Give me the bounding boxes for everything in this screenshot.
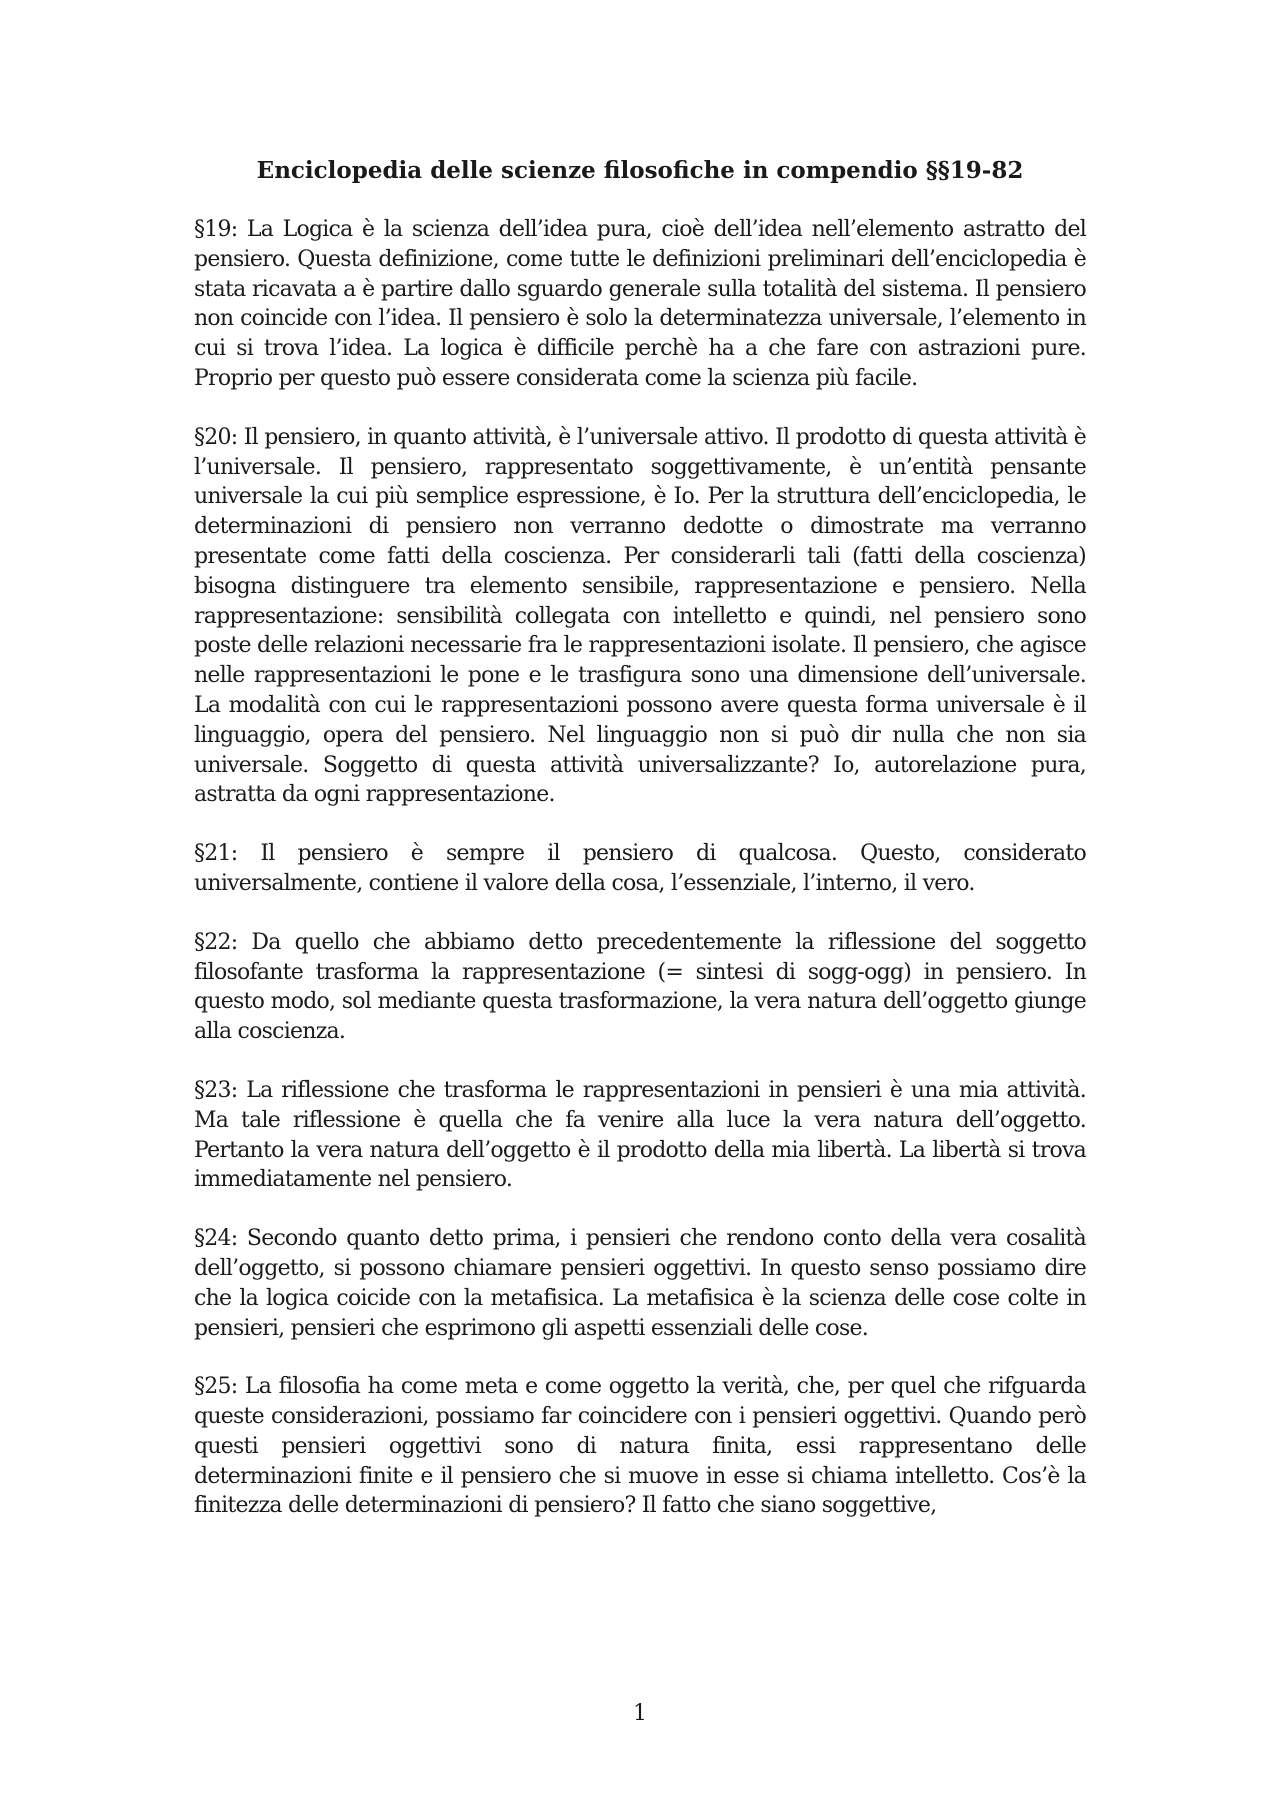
document-title: Enciclopedia delle scienze filosofiche in compendio §§19-82 [256, 157, 1024, 184]
paragraph-23: §23: La riflessione che trasforma le rappresentazioni in pensieri è una mia attività. Ma tale riflessione è quella che fa venire alla luce la vera natura dell’oggetto. Pertanto la vera natura dell’oggetto è il prodotto della mia libertà. La libertà si trova immediatamente nel pensiero. [194, 1077, 1086, 1193]
paragraph-21: §21: Il pensiero è sempre il pensiero di qualcosa. Questo, considerato universalmente, contiene il valore della cosa, l’essenziale, l’interno, il vero. [194, 841, 1086, 896]
paragraph-22: §22: Da quello che abbiamo detto precedentemente la riflessione del soggetto filosofante trasforma la rappresentazione (= sintesi di sogg-ogg) in pensiero. In questo modo, sol mediante questa trasformazione, la vera natura dell’oggetto giunge alla coscienza. [194, 929, 1086, 1045]
paragraph-20: §20: Il pensiero, in quanto attività, è l’universale attivo. Il prodotto di questa attività è l’universale. Il pensiero, rappresentato soggettivamente, è un’entità pensante universale la cui più semplice espressione, è Io. Per la struttura dell’enciclopedia, le determinazioni di pensiero non verranno dedotte o dimostrate ma verranno presentate come fatti della coscienza. Per considerarli tali (fatti della coscienza) bisogna distinguere tra elemento sensibile, rappresentazione e pensiero. Nella rappresentazione: sensibilità collegata con intelletto e quindi, nel pensiero sono poste delle relazioni necessarie fra le rappresentazioni isolate. Il pensiero, che agisce nelle rappresentazioni le pone e le trasfigura sono una dimensione dell’universale. La modalità con cui le rappresentazioni possono avere questa forma universale è il linguaggio, opera del pensiero. Nel linguaggio non si può dir nulla che non sia universale. Soggetto di questa attività universalizzante? Io, autorelazione pura, astratta da ogni rappresentazione. [194, 424, 1086, 808]
page-number: 1 [633, 1701, 647, 1726]
paragraph-25: §25: La filosofia ha come meta e come oggetto la verità, che, per quel che rifguarda queste considerazioni, possiamo far coincidere con i pensieri oggettivi. Quando però questi pensieri oggettivi sono di natura finita, essi rappresentano delle determinazioni finite e il pensiero che si muove in esse si chiama intelletto. Cos’è la finitezza delle determinazioni di pensiero? Il fatto che siano soggettive, [194, 1374, 1086, 1519]
paragraph-19: §19: La Logica è la scienza dell’idea pura, cioè dell’idea nell’elemento astratto del pensiero. Questa definizione, come tutte le definizioni preliminari dell’enciclopedia è stata ricavata a è partire dallo sguardo generale sulla totalità del sistema. Il pensiero non coincide con l’idea. Il pensiero è solo la determinatezza universale, l’elemento in cui si trova l’idea. La logica è difficile perchè ha a che fare con astrazioni pure. Proprio per questo può essere considerata come la scienza più facile. [194, 217, 1086, 391]
document-body [194, 215, 1086, 1550]
paragraph-24: §24: Secondo quanto detto prima, i pensieri che rendono conto della vera cosalità dell’oggetto, si possono chiamare pensieri oggettivi. In questo senso possiamo dire che la logica coicide con la metafisica. La metafisica è la scienza delle cose colte in pensieri, pensieri che esprimono gli aspetti essenziali delle cose. [194, 1226, 1086, 1341]
